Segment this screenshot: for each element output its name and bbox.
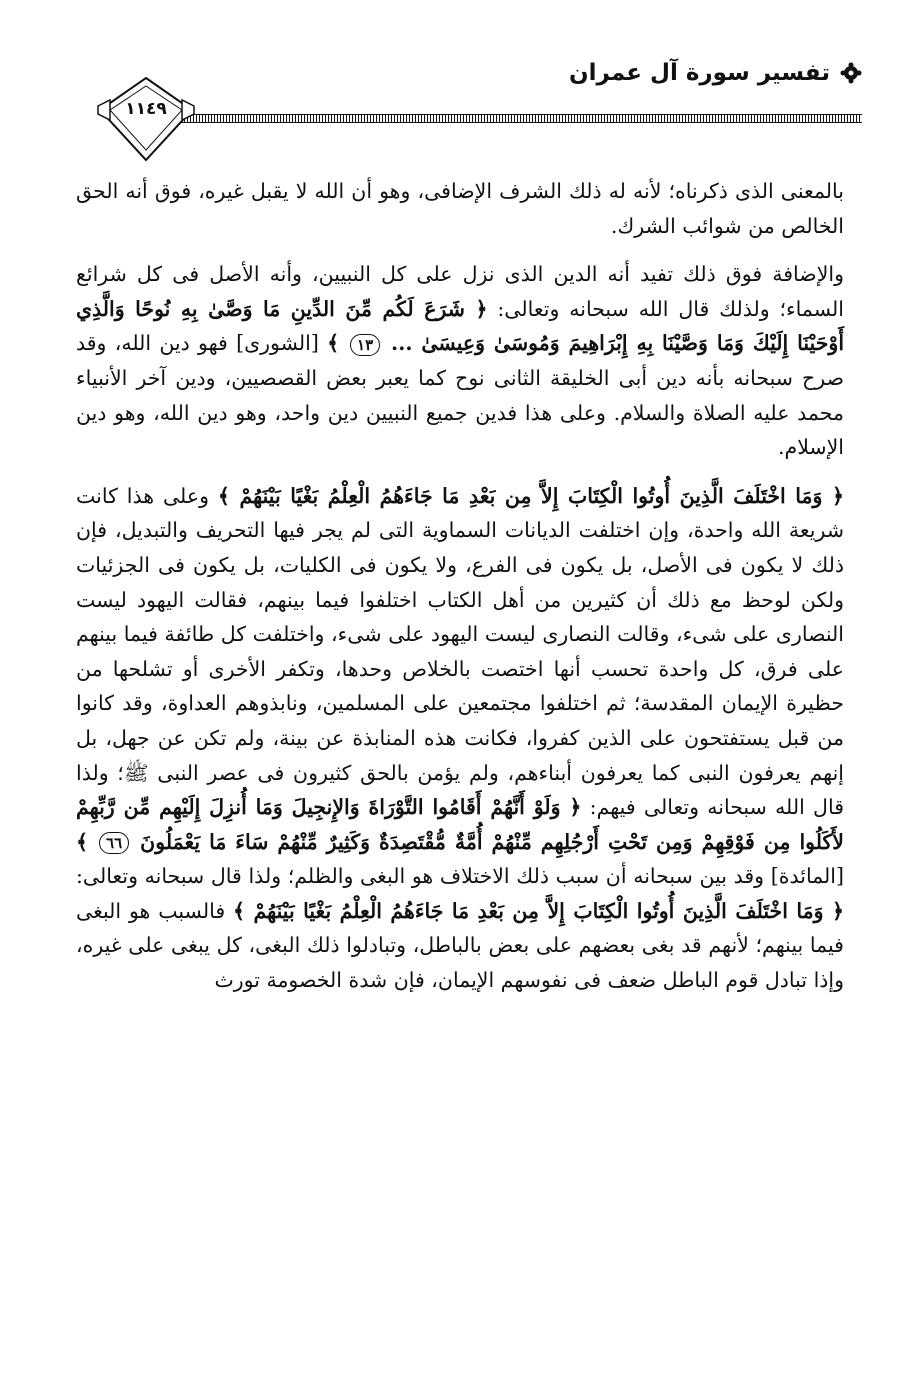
ayah-number-mark: ٦٦ — [99, 832, 129, 854]
paragraph — [76, 257, 844, 465]
quran-verse: ﴿ وَمَا اخْتَلَفَ الَّذِينَ أُوتُوا الْكِتَابَ إِلاَّ مِن بَعْدِ مَا جَاءَهُمُ الْعِلْمُ بَغْيًا بَيْنَهُمْ ﴾ — [232, 898, 845, 923]
paragraph — [76, 174, 844, 243]
page-body — [76, 174, 844, 998]
body-text: وعلى هذا كانت شريعة الله واحدة، وإن اختلفت الديانات السماوية التى لم يجر فيها التحريف والتبديل، فإن ذلك لا يكون فى الأصل، بل يكون فى الفرع، ولا يكون فى الكليات، بل يكون فى الجزئيات ولكن لوحظ مع ذلك أن كثيرين من أهل الكتاب اختلفوا فيما بينهم، فقالت اليهود ليست النصارى على شىء، وقالت النصارى ليست اليهود على شىء، واختلفت كل طائفة فيما بينهم على فرق، كل واحدة تحسب أنها اختصت بالخلاص وحدها، وتكفر الأخرى أو تشلحها من حظيرة الإيمان المقدسة؛ ثم اختلفوا مجتمعين على المسلمين، ونابذوهم العداوة، وقد كانوا من قبل يستفتحون على الذين كفروا، فكانت هذه المنابذة عن بينة، ولم تكن عن جهل، بل إنهم يعرفون النبى كما يعرفون أبناءهم، ولم يؤمن بالحق كثيرون فى عصر النبى ﷺ؛ ولذا قال الله سبحانه وتعالى فيهم: — [76, 483, 844, 820]
quran-verse: ﴾ — [327, 331, 349, 356]
page-number-badge-icon — [96, 76, 196, 166]
page-number: ١١٤٩ — [125, 99, 167, 119]
header-rule — [175, 114, 862, 123]
flower-ornament-icon — [840, 62, 862, 84]
body-text: والإضافة فوق ذلك تفيد أنه الدين الذى نزل على كل النبيين، وأنه الأصل فى كل شرائع السماء؛ ولذلك قال الله سبحانه وتعالى: — [76, 262, 844, 321]
quran-verse: ﴾ — [76, 829, 98, 854]
paragraph — [76, 479, 844, 998]
running-header — [569, 60, 862, 86]
ayah-number-mark: ١٣ — [350, 334, 380, 356]
quran-verse: ﴿ شَرَعَ لَكُم مِّنَ الدِّينِ مَا وَصَّىٰ بِهِ نُوحًا وَالَّذِي أَوْحَيْنَا إِلَيْكَ وَمَا وَصَّيْنَا بِهِ إِبْرَاهِيمَ وَمُوسَىٰ وَعِيسَىٰ ... — [76, 296, 845, 356]
quran-verse: ﴿ وَمَا اخْتَلَفَ الَّذِينَ أُوتُوا الْكِتَابَ إِلاَّ مِن بَعْدِ مَا جَاءَهُمُ الْعِلْمُ بَغْيًا بَيْنَهُمْ ﴾ — [217, 483, 844, 508]
running-title: تفسير سورة آل عمران — [569, 60, 830, 86]
quran-verse: ﴿ وَلَوْ أَنَّهُمْ أَقَامُوا التَّوْرَاةَ وَالإِنجِيلَ وَمَا أُنزِلَ إِلَيْهِم مِّن رَّبِّهِمْ لأَكَلُوا مِن فَوْقِهِمْ وَمِن تَحْتِ أَرْجُلِهِم مِّنْهُمْ أُمَّةٌ مُّقْتَصِدَةٌ وَكَثِيرٌ مِّنْهُمْ سَاءَ مَا يَعْمَلُونَ — [76, 795, 844, 854]
body-text: [الشورى] فهو دين الله، وقد صرح سبحانه بأنه دين أبى الخليقة الثانى نوح كما يعبر بعض القصصيين، ودين آخر الأنبياء محمد عليه الصلاة والسلام. وعلى هذا فدين جميع النبيين دين واحد، وهو دين الله، وهو دين الإسلام. — [76, 331, 844, 460]
body-text: بالمعنى الذى ذكرناه؛ لأنه له ذلك الشرف الإضافى، وهو أن الله لا يقبل غيره، فوق أنه الحق الخالص من شوائب الشرك. — [76, 179, 844, 238]
body-text: فالسبب هو البغى فيما بينهم؛ لأنهم قد بغى بعضهم على بعض بالباطل، وتبادلوا ذلك البغى، كل يبغى على غيره، وإذا تبادل قوم الباطل ضعف فى نفوسهم الإيمان، فإن شدة الخصومة تورث — [76, 898, 844, 993]
body-text: [المائدة] وقد بين سبحانه أن سبب ذلك الاختلاف هو البغى والظلم؛ ولذا قال سبحانه وتعالى: — [76, 864, 844, 889]
